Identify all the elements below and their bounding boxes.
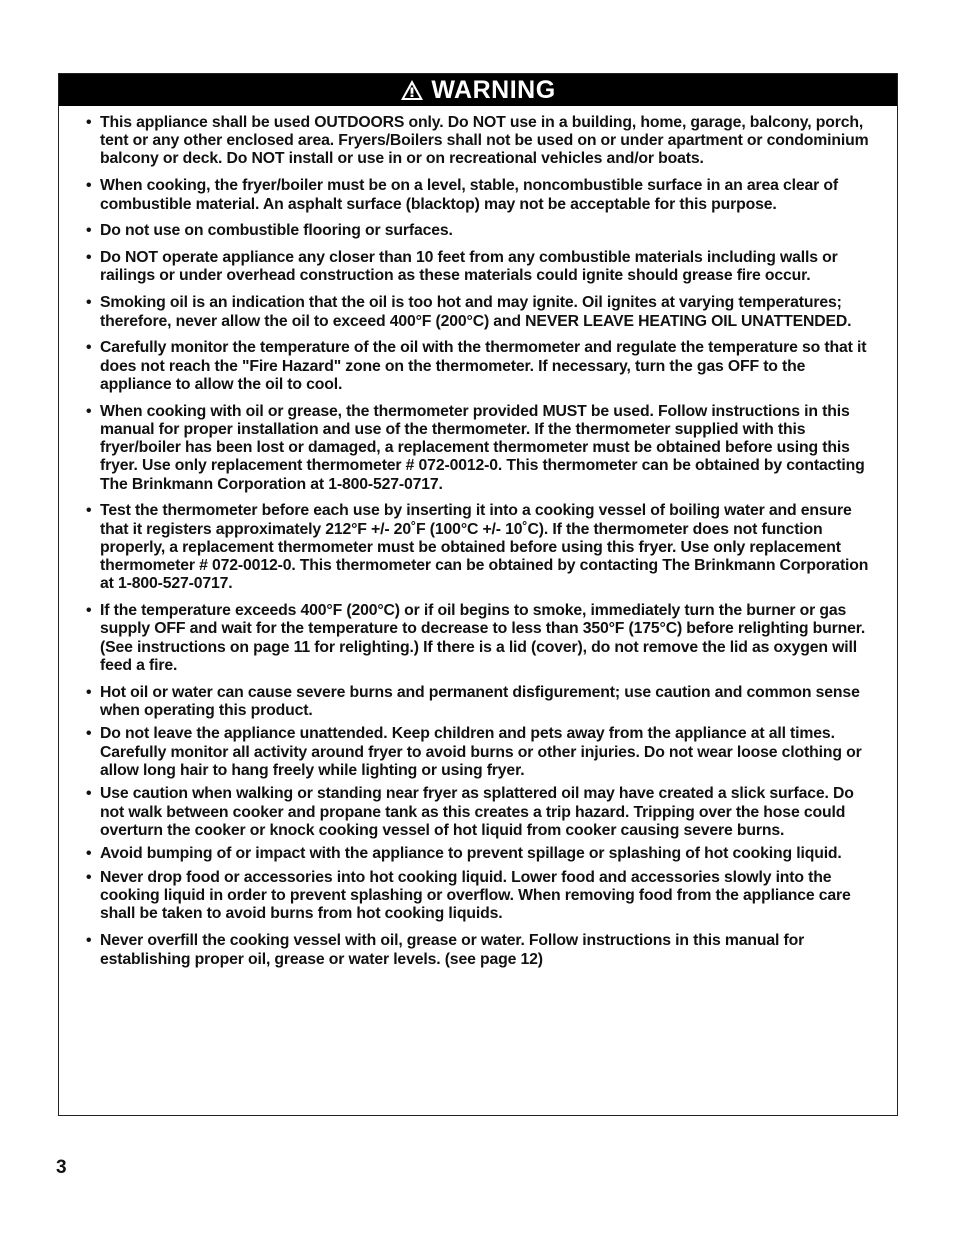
warning-header: [59, 74, 897, 106]
warning-box: [58, 73, 898, 1116]
bullet: •: [86, 222, 92, 240]
warning-item-text: When cooking with oil or grease, the thermometer provided MUST be used. Follow instructions in this manual for proper installation and use of the thermometer. If the thermometer supplied with this fryer/boiler has been lost or damaged, a replacement thermometer must be obtained before using this fryer. Use only replacement thermometer # 072-0012-0. This thermometer can be obtained by contacting The Brinkmann Corporation at 1-800-527-0717.: [100, 402, 865, 493]
warning-triangle-icon: [400, 79, 424, 101]
bullet: •: [86, 177, 92, 195]
warning-item: [86, 502, 875, 593]
warning-item: [86, 114, 875, 169]
warning-item-text: Smoking oil is an indication that the oil is too hot and may ignite. Oil ignites at varying temperatures; therefore, never allow the oil to exceed 400°F (200°C) and NEVER LEAVE HEATING OIL UNATTENDED.: [100, 294, 852, 330]
warning-item-text: Never drop food or accessories into hot cooking liquid. Lower food and accessories slowly into the cooking liquid in order to prevent splashing or overflow. When removing food from the appliance care shall be taken to avoid burns from hot cooking liquids.: [100, 869, 851, 923]
warning-item-text: If the temperature exceeds 400°F (200°C) or if oil begins to smoke, immediately turn the burner or gas supply OFF and wait for the temperature to decrease to less than 350°F (175°C) before relighting burner. (See instructions on page 11 for relighting.) If there is a lid (cover), do not remove the lid as oxygen will feed a fire.: [100, 602, 866, 674]
warning-item: [86, 177, 875, 213]
bullet: •: [86, 845, 92, 863]
warning-item: [86, 785, 875, 840]
warning-item-text: When cooking, the fryer/boiler must be on a level, stable, noncombustible surface in an area clear of combustible material. An asphalt surface (blacktop) may not be acceptable for this purpose.: [100, 177, 839, 213]
warning-item: [86, 294, 875, 330]
warning-item-text: Carefully monitor the temperature of the oil with the thermometer and regulate the temperature so that it does not reach the "Fire Hazard" zone on the thermometer. If necessary, turn the gas OFF to the appliance to allow the oil to cool.: [100, 339, 867, 393]
warning-item-text: Hot oil or water can cause severe burns and permanent disfigurement; use caution and common sense when operating this product.: [100, 683, 860, 719]
warning-item: [86, 932, 875, 968]
bullet: •: [86, 294, 92, 312]
warning-item: [86, 845, 875, 863]
warning-item-text: Avoid bumping of or impact with the appliance to prevent spillage or splashing of hot cooking liquid.: [100, 845, 842, 863]
warning-item-text: Do NOT operate appliance any closer than 10 feet from any combustible materials including walls or railings or under overhead construction as these materials could ignite should grease fire occur.: [100, 249, 838, 285]
bullet: •: [86, 402, 92, 420]
bullet: •: [86, 602, 92, 620]
bullet: •: [86, 339, 92, 357]
bullet: •: [86, 502, 92, 520]
warning-item: [86, 869, 875, 924]
warning-item-text: Never overfill the cooking vessel with oil, grease or water. Follow instructions in this manual for establishing proper oil, grease or water levels. (see page 12): [100, 932, 805, 968]
page-number: 3: [56, 1157, 67, 1178]
bullet: •: [86, 869, 92, 887]
bullet: •: [86, 249, 92, 267]
warning-list: [59, 106, 897, 969]
warning-item: [86, 602, 875, 675]
warning-item: [86, 249, 875, 285]
warning-item-text: This appliance shall be used OUTDOORS only. Do NOT use in a building, home, garage, balcony, porch, tent or any other enclosed area. Fryers/Boilers shall not be used on or under apartment or condominium balcony or deck. Do NOT install or use in or on recreational vehicles and/or boats.: [100, 114, 869, 168]
bullet: •: [86, 683, 92, 701]
warning-item: [86, 339, 875, 394]
bullet: •: [86, 785, 92, 803]
warning-item: [86, 403, 875, 494]
bullet: •: [86, 725, 92, 743]
warning-item: [86, 725, 875, 780]
warning-title: WARNING: [431, 75, 556, 104]
warning-item-text: Do not leave the appliance unattended. Keep children and pets away from the appliance at all times. Carefully monitor all activity around fryer to avoid burns or other injuries. Do not wear loose clothing or allow long hair to hang freely while lighting or using fryer.: [100, 725, 862, 779]
warning-item-text: Test the thermometer before each use by inserting it into a cooking vessel of boiling water and ensure that it registers approximately 212°F +/- 20˚F (100°C +/- 10˚C). If the thermometer does not function properly, a replacement thermometer must be obtained before using this fryer. Use only replacement thermometer # 072-0012-0. This thermometer can be obtained by contacting The Brinkmann Corporation at 1-800-527-0717.: [100, 502, 869, 593]
warning-item: [86, 222, 875, 240]
bullet: •: [86, 932, 92, 950]
bullet: •: [86, 114, 92, 131]
warning-item: [86, 684, 875, 720]
warning-item-text: Use caution when walking or standing near fryer as splattered oil may have created a slick surface. Do not walk between cooker and propane tank as this creates a trip hazard. Tripping over the hose could overturn the cooker or knock cooking vessel of hot liquid from cooker causing severe burns.: [100, 785, 854, 839]
warning-item-text: Do not use on combustible flooring or surfaces.: [100, 222, 453, 240]
